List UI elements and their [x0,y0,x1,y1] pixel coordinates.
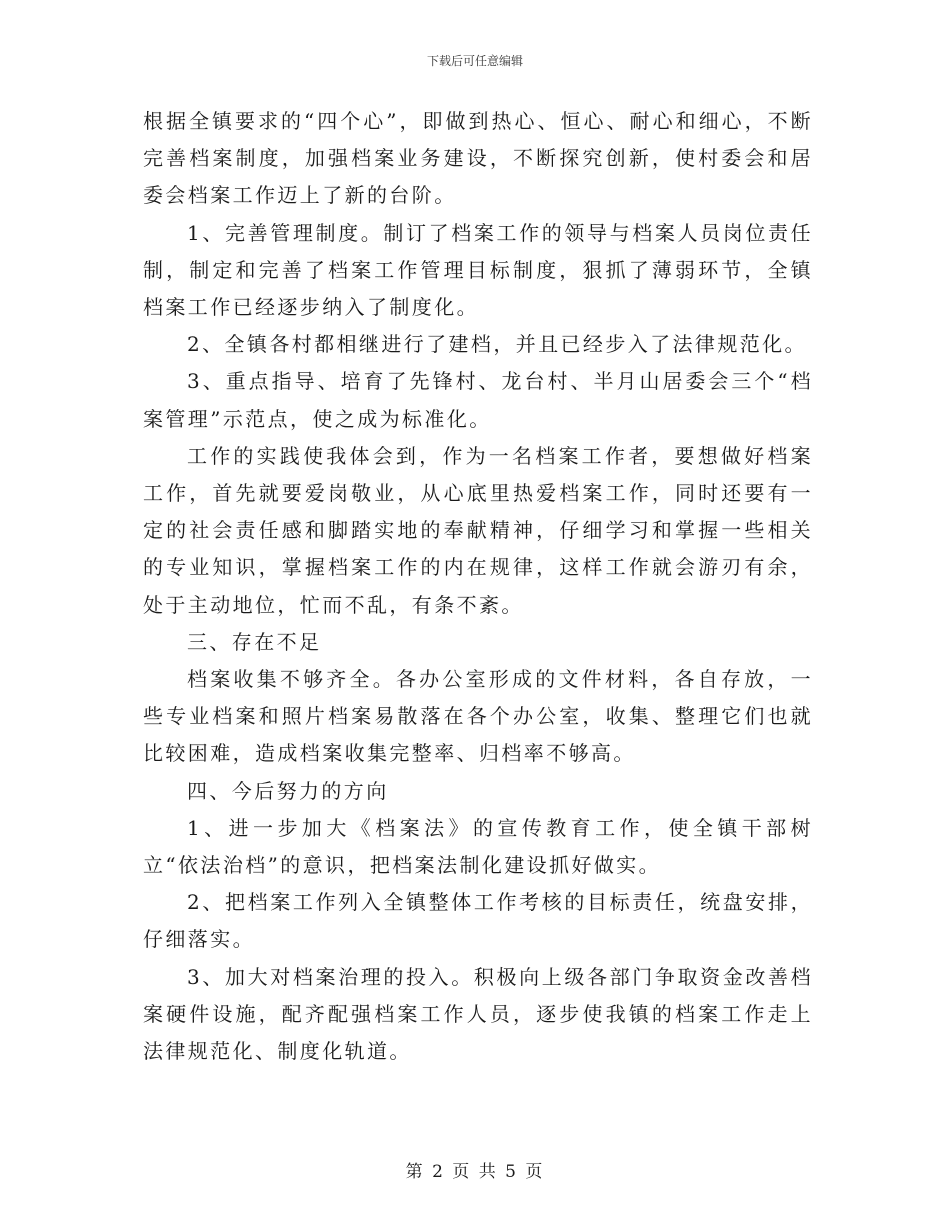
paragraph: 3、加大对档案治理的投入。积极向上级各部门争取资金改善档案硬件设施，配齐配强档案工作人员，逐步使我镇的档案工作走上法律规范化、制度化轨道。 [143,964,813,1064]
paragraph: 档案收集不够齐全。各办公室形成的文件材料，各自存放，一些专业档案和照片档案易散落在各个办公室，收集、整理它们也就比较困难，造成档案收集完整率、归档率不够高。 [143,667,813,766]
section-heading: 四、今后努力的方向 [187,778,389,803]
paragraph: 2、全镇各村都相继进行了建档，并且已经步入了法律规范化。 [187,332,807,357]
paragraph: 1、完善管理制度。制订了档案工作的领导与档案人员岗位责任制，制定和完善了档案工作管理目标制度，狠抓了薄弱环节，全镇档案工作已经逐步纳入了制度化。 [143,220,813,320]
paragraph: 工作的实践使我体会到，作为一名档案工作者，要想做好档案工作，首先就要爱岗敬业，从心底里热爱档案工作，同时还要有一定的社会责任感和脚踏实地的奉献精神，仔细学习和掌握一些相关的专业知识，掌握档案工作的内在规律，这样工作就会游刃有余，处于主动地位，忙而不乱，有条不紊。 [143,443,813,617]
document-body [143,103,813,1070]
paragraph: 3、重点指导、培育了先锋村、龙台村、半月山居委会三个“档案管理”示范点，使之成为标准化。 [143,369,813,431]
page-header: 下载后可任意编辑 [426,54,523,68]
paragraph: 2、把档案工作列入全镇整体工作考核的目标责任，统盘安排，仔细落实。 [143,890,813,952]
paragraph: 1、进一步加大《档案法》的宣传教育工作，使全镇干部树立“依法治档”的意识，把档案法制化建设抓好做实。 [143,815,813,878]
paragraph: 根据全镇要求的“四个心”，即做到热心、恒心、耐心和细心，不断完善档案制度，加强档案业务建设，不断探究创新，使村委会和居委会档案工作迈上了新的台阶。 [143,109,813,208]
section-heading: 三、存在不足 [187,629,322,654]
page-footer: 第 2 页 共 5 页 [405,1162,545,1182]
